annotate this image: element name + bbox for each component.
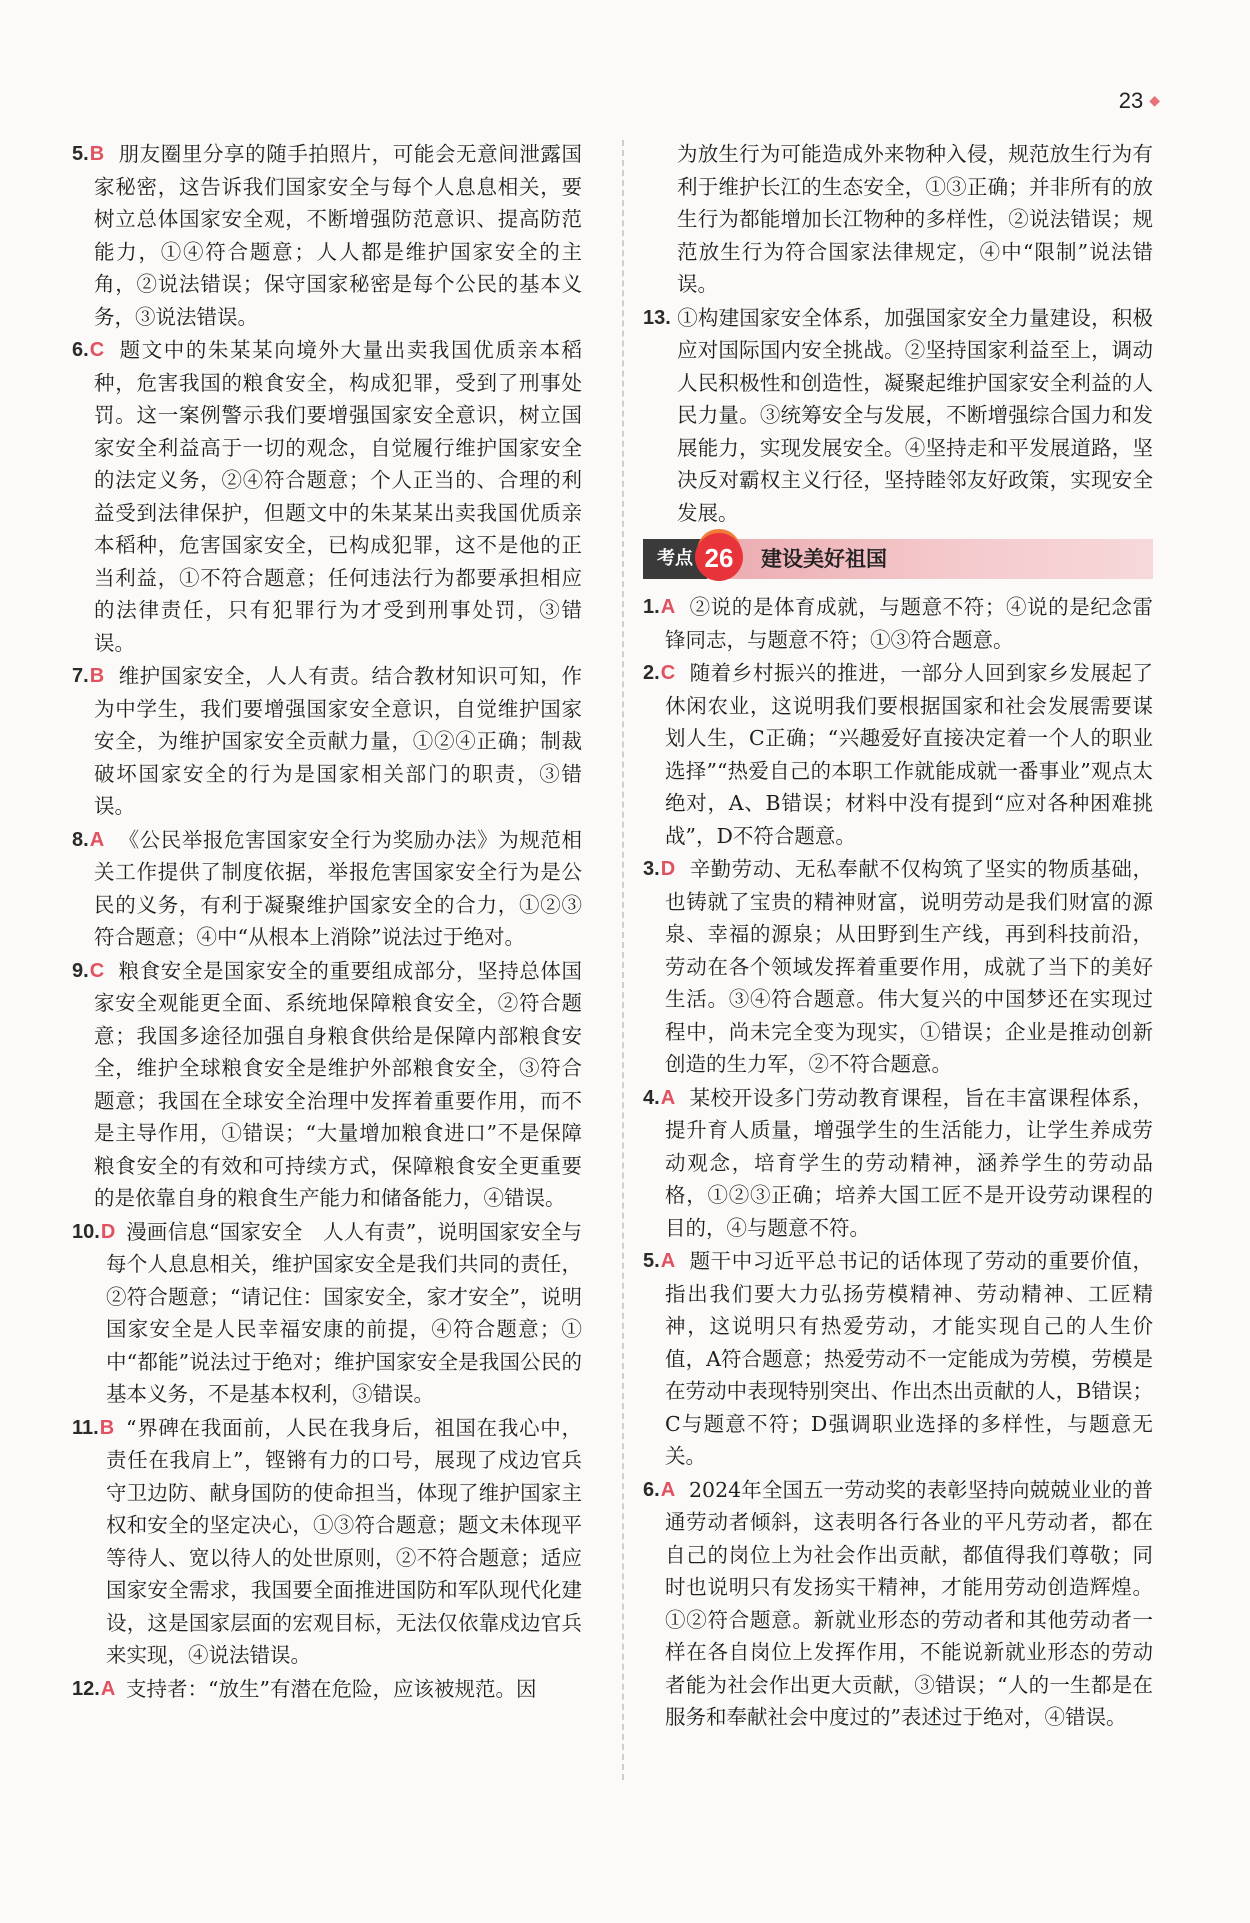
answer-letter: A <box>660 596 676 618</box>
answer-item <box>72 660 582 823</box>
answer-item <box>72 138 582 333</box>
answer-letter: A <box>660 1250 676 1272</box>
answer-item <box>643 302 1153 530</box>
question-number: 9.C <box>72 959 105 982</box>
question-number: 8.A <box>72 828 105 851</box>
explanation-text: ②说的是体育成就，与题意不符；④说的是纪念雷锋同志，与题意不符；①③符合题意。 <box>665 595 1153 652</box>
answer-item <box>72 824 582 954</box>
explanation-text: 维护国家安全，人人有责。结合教材知识可知，作为中学生，我们要增强国家安全意识，自觉维护国家安全，为维护国家安全贡献力量，①②④正确；制裁破坏国家安全的行为是国家相关部门的职责，③错误。 <box>94 664 582 818</box>
explanation-text: 《公民举报危害国家安全行为奖励办法》为规范相关工作提供了制度依据，举报危害国家安全行为是公民的义务，有利于凝聚维护国家安全的合力，①②③符合题意；④中“从根本上消除”说法过于绝对。 <box>94 827 582 949</box>
explanation-text: 题干中习近平总书记的话体现了劳动的重要价值，指出我们要大力弘扬劳模精神、劳动精神、工匠精神，这说明只有热爱劳动，才能实现自己的人生价值，A符合题意；热爱劳动不一定能成为劳模，劳模是在劳动中表现特别突出、作出杰出贡献的人，B错误；C与题意不符；D强调职业选择的多样性，与题意无关。 <box>665 1249 1153 1468</box>
explanation-text: 粮食安全是国家安全的重要组成部分，坚持总体国家安全观能更全面、系统地保障粮食安全，②符合题意；我国多途径加强自身粮食供给是保障内部粮食安全，维护全球粮食安全是维护外部粮食安全，③符合题意；我国在全球安全治理中发挥着重要作用，而不是主导作用，①错误；“大量增加粮食进口”不是保障粮食安全的有效和可持续方式，保障粮食安全更重要的是依靠自身的粮食生产能力和储备能力，④错误。 <box>94 958 582 1210</box>
question-number: 4.A <box>643 1086 676 1109</box>
answer-item <box>72 334 582 659</box>
explanation-text: 某校开设多门劳动教育课程，旨在丰富课程体系，提升育人质量，增强学生的生活能力，让学生养成劳动观念，培育学生的劳动精神，涵养学生的劳动品格，①②③正确；培养大国工匠不是开设劳动课程的目的，④与题意不符。 <box>665 1085 1153 1240</box>
question-number: 7.B <box>72 665 105 687</box>
answer-item <box>72 1216 582 1411</box>
answer-letter: C <box>660 662 676 684</box>
explanation-text: 2024年全国五一劳动奖的表彰坚持向兢兢业业的普通劳动者倾斜，这表明各行各业的平凡劳动者，都在自己的岗位上为社会作出贡献，都值得我们尊敬；同时也说明只有发扬实干精神，才能用劳动创造辉煌。①②符合题意。新就业形态的劳动者和其他劳动者一样在各自岗位上发挥作用，不能说新就业形态的劳动者能为社会作出更大贡献，③错误；“人的一生都是在服务和奉献社会中度过的”表述过于绝对，④错误。 <box>665 1477 1153 1729</box>
section-label: 考点 <box>643 539 707 579</box>
question-number: 2.C <box>643 662 676 684</box>
question-number: 10.D <box>72 1220 116 1243</box>
answer-item <box>72 1673 582 1706</box>
answer-letter: B <box>89 665 105 687</box>
question-number: 1.A <box>643 596 676 618</box>
answer-item <box>643 1082 1153 1245</box>
right-column-bottom <box>643 591 1153 1734</box>
explanation-text: 朋友圈里分享的随手拍照片，可能会无意间泄露国家秘密，这告诉我们国家安全与每个人息息相关，要树立总体国家安全观，不断增强防范意识、提高防范能力，①④符合题意；人人都是维护国家安全的主角，②说法错误；保守国家秘密是每个公民的基本义务，③说法错误。 <box>94 142 582 329</box>
explanation-text: 题文中的朱某某向境外大量出卖我国优质亲本稻种，危害我国的粮食安全，构成犯罪，受到了刑事处罚。这一案例警示我们要增强国家安全意识，树立国家安全利益高于一切的观念，自觉履行维护国家安全的法定义务，②④符合题意；个人正当的、合理的利益受到法律保护，但题文中的朱某某出卖我国优质亲本稻种，危害国家安全，已构成犯罪，这不是他的正当利益，①不符合题意；任何违法行为都要承担相应的法律责任，只有犯罪行为才受到刑事处罚，③错误。 <box>94 338 582 655</box>
diamond-icon: ◆ <box>1149 92 1160 108</box>
question-number: 3.D <box>643 858 676 880</box>
right-column <box>643 138 1153 1735</box>
question-number: 5.A <box>643 1250 676 1272</box>
answer-letter: C <box>89 339 105 361</box>
answer-letter: A <box>660 1086 676 1109</box>
explanation-text: “界碑在我面前，人民在我身后，祖国在我心中，责任在我肩上”，铿锵有力的口号，展现了戍边官兵守卫边防、献身国防的使命担当，体现了维护国家主权和安全的坚定决心，①③符合题意；题文未体现平等待人、宽以待人的处世原则，②不符合题意；适应国家安全需求，我国要全面推进国防和军队现代化建设，这是国家层面的宏观目标，无法仅依靠戍边官兵来实现，④说法错误。 <box>106 1415 582 1667</box>
answer-letter: A <box>660 1478 676 1501</box>
explanation-text: 为放生行为可能造成外来物种入侵，规范放生行为有利于维护长江的生态安全，①③正确；并非所有的放生行为都能增加长江物种的多样性，②说法错误；规范放生行为符合国家法律规定，④中“限制”说法错误。 <box>677 142 1153 296</box>
section-header <box>643 539 1153 579</box>
question-number: 13. <box>643 306 671 329</box>
right-column-top <box>643 138 1153 529</box>
left-column <box>72 138 582 1706</box>
section-number-badge: 26 <box>695 533 743 581</box>
answer-letter: A <box>89 828 105 851</box>
answer-item <box>643 853 1153 1081</box>
answer-letter: C <box>89 959 105 982</box>
question-number: 12.A <box>72 1677 116 1700</box>
answer-item <box>643 138 1153 301</box>
explanation-text: 支持者：“放生”有潜在危险，应该被规范。因 <box>126 1676 537 1701</box>
question-number: 6.A <box>643 1478 676 1501</box>
question-number: 11.B <box>72 1416 115 1439</box>
answer-letter: A <box>100 1677 116 1700</box>
answer-item <box>72 955 582 1215</box>
explanation-text: 随着乡村振兴的推进，一部分人回到家乡发展起了休闲农业，这说明我们要根据国家和社会发展需要谋划人生，C正确；“兴趣爱好直接决定着一个人的职业选择”“热爱自己的本职工作就能成就一番事业”观点太绝对，A、B错误；材料中没有提到“应对各种困难挑战”，D不符合题意。 <box>665 661 1153 848</box>
column-divider <box>622 140 624 1780</box>
answer-letter: D <box>660 858 676 880</box>
answer-letter: B <box>89 143 105 165</box>
question-number: 5.B <box>72 143 105 165</box>
answer-item <box>643 657 1153 852</box>
explanation-text: 辛勤劳动、无私奉献不仅构筑了坚实的物质基础，也铸就了宝贵的精神财富，说明劳动是我们财富的源泉、幸福的源泉；从田野到生产线，再到科技前沿，劳动在各个领域发挥着重要作用，成就了当下的美好生活。③④符合题意。伟大复兴的中国梦还在实现过程中，尚未完全变为现实，①错误；企业是推动创新创造的生力军，②不符合题意。 <box>665 857 1153 1076</box>
section-title: 建设美好祖国 <box>761 547 887 571</box>
answer-letter: D <box>100 1220 116 1243</box>
explanation-text: 漫画信息“国家安全 人人有责”，说明国家安全与每个人息息相关，维护国家安全是我们共同的责任，②符合题意；“请记住：国家安全，家才安全”，说明国家安全是人民幸福安康的前提，④符合题意；①中“都能”说法过于绝对；维护国家安全是我国公民的基本义务，不是基本权利，③错误。 <box>106 1219 582 1406</box>
answer-item <box>643 1245 1153 1473</box>
question-number: 6.C <box>72 339 105 361</box>
explanation-text: ①构建国家安全体系，加强国家安全力量建设，积极应对国际国内安全挑战。②坚持国家利益至上，调动人民积极性和创造性，凝聚起维护国家安全利益的人民力量。③统筹安全与发展，不断增强综合国力和发展能力，实现发展安全。④坚持走和平发展道路，坚决反对霸权主义行径，坚持睦邻友好政策，实现安全发展。 <box>677 305 1153 525</box>
answer-item <box>72 1412 582 1672</box>
answer-item <box>643 1474 1153 1734</box>
answer-letter: B <box>99 1416 115 1439</box>
page-number: 23 ◆ <box>1118 88 1160 113</box>
answer-item <box>643 591 1153 656</box>
